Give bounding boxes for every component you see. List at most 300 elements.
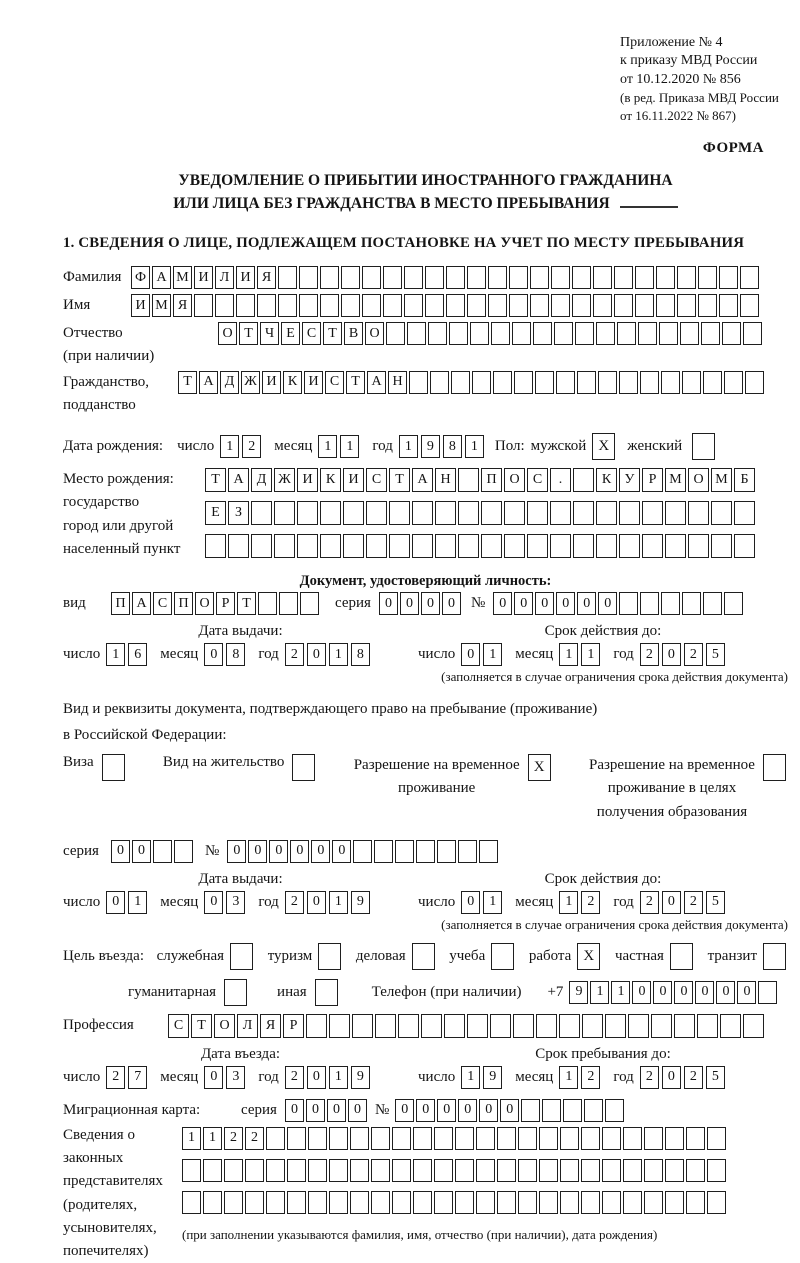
temp-residence-label: Разрешение на временное проживание: [353, 757, 520, 797]
appendix-line: от 10.12.2020 № 856: [620, 71, 741, 87]
residence-permit-option: [163, 754, 317, 781]
char-box: 0: [458, 1099, 477, 1122]
char-box: О: [218, 322, 237, 345]
char-box: [300, 592, 319, 615]
char-box: 9: [421, 435, 440, 458]
char-box: 0: [106, 891, 125, 914]
char-box: 0: [577, 592, 596, 615]
char-box: 3: [226, 891, 245, 914]
doc-number-label: №: [470, 594, 486, 611]
char-box: Ж: [274, 468, 295, 492]
char-box: Р: [216, 592, 235, 615]
char-box: [512, 322, 531, 345]
doc-series-label: серия: [335, 594, 371, 611]
temp-residence-option: [354, 754, 553, 801]
purpose-study: учеба: [449, 943, 516, 970]
representatives-label: Сведения о законных представителях (родителях, усыновителях, попечителях): [63, 1126, 163, 1260]
char-box: 0: [674, 981, 693, 1004]
char-box: [350, 1191, 369, 1214]
char-box: 0: [204, 891, 223, 914]
blank-line: [620, 194, 678, 208]
representatives-note: (при заполнении указываются фамилия, имя, отчество (при наличии), дата рождения): [182, 1226, 658, 1242]
char-box: 0: [400, 592, 419, 615]
char-box: [688, 501, 709, 525]
char-box: [371, 1191, 390, 1214]
char-box: А: [199, 371, 218, 394]
char-box: [203, 1159, 222, 1182]
char-box: [686, 1159, 705, 1182]
char-box: 0: [248, 840, 267, 863]
name-boxes: [131, 294, 761, 317]
char-box: [724, 592, 743, 615]
char-box: [251, 534, 272, 558]
profession-boxes: [168, 1014, 766, 1038]
char-box: [530, 294, 549, 317]
char-box: [428, 322, 447, 345]
char-box: [292, 754, 315, 781]
identity-doc-heading: Документ, удостоверяющий личность:: [299, 573, 552, 590]
char-box: 3: [226, 1066, 245, 1089]
char-box: 0: [514, 592, 533, 615]
char-box: 1: [465, 435, 484, 458]
char-box: [581, 1159, 600, 1182]
section1-heading: 1. СВЕДЕНИЯ О ЛИЦЕ, ПОДЛЕЖАЩЕМ ПОСТАНОВКЕ НА УЧЕТ ПО МЕСТУ ПРЕБЫВАНИЯ: [63, 235, 745, 252]
char-box: 0: [269, 840, 288, 863]
char-box: [230, 943, 253, 970]
char-box: К: [596, 468, 617, 492]
char-box: [320, 501, 341, 525]
char-box: [389, 501, 410, 525]
char-box: [661, 592, 680, 615]
char-box: [404, 266, 423, 289]
char-box: Т: [346, 371, 365, 394]
char-box: [308, 1191, 327, 1214]
char-box: 1: [106, 643, 125, 666]
entry-dates-row: [63, 1066, 788, 1089]
char-box: [224, 979, 247, 1006]
char-box: [315, 979, 338, 1006]
char-box: 9: [569, 981, 588, 1004]
char-box: [536, 1014, 557, 1038]
birthdate-row: [63, 433, 788, 460]
doc-valid-date: [418, 643, 788, 666]
char-box: [740, 294, 759, 317]
char-box: [479, 840, 498, 863]
char-box: Е: [281, 322, 300, 345]
char-box: [530, 266, 549, 289]
char-box: [449, 322, 468, 345]
char-box: [245, 1159, 264, 1182]
char-box: [686, 1127, 705, 1150]
entry-day-boxes: [106, 1066, 150, 1089]
char-box: [651, 1014, 672, 1038]
char-box: [635, 266, 654, 289]
char-box: [491, 943, 514, 970]
char-box: [707, 1159, 726, 1182]
char-box: Е: [205, 501, 226, 525]
migration-card-label: Миграционная карта:: [63, 1101, 201, 1118]
residence-dates-header: [63, 871, 788, 888]
char-box: М: [173, 266, 192, 289]
char-box: О: [365, 322, 384, 345]
char-box: [425, 266, 444, 289]
char-box: К: [283, 371, 302, 394]
char-box: [509, 294, 528, 317]
char-box: Т: [323, 322, 342, 345]
year-label: год: [613, 893, 634, 910]
char-box: [724, 371, 743, 394]
char-box: 2: [242, 435, 261, 458]
char-box: [602, 1191, 621, 1214]
char-box: 6: [128, 643, 147, 666]
char-box: 0: [500, 1099, 519, 1122]
char-box: [758, 981, 777, 1004]
char-box: [404, 294, 423, 317]
char-box: А: [152, 266, 171, 289]
char-box: 0: [132, 840, 151, 863]
year-label: год: [613, 645, 634, 662]
char-box: [674, 1014, 695, 1038]
char-box: [205, 534, 226, 558]
char-box: 9: [351, 891, 370, 914]
char-box: [392, 1127, 411, 1150]
char-box: [407, 322, 426, 345]
char-box: 2: [684, 643, 703, 666]
char-box: П: [174, 592, 193, 615]
char-box: 1: [318, 435, 337, 458]
char-box: 0: [290, 840, 309, 863]
char-box: [467, 1014, 488, 1038]
char-box: 0: [535, 592, 554, 615]
char-box: [644, 1127, 663, 1150]
char-box: 0: [662, 643, 681, 666]
char-box: 2: [285, 1066, 304, 1089]
char-box: Л: [237, 1014, 258, 1038]
purpose-other: иная: [277, 979, 340, 1006]
char-box: [617, 322, 636, 345]
mig-series-boxes: [285, 1099, 369, 1122]
char-box: [598, 371, 617, 394]
char-box: 0: [442, 592, 461, 615]
char-box: 0: [395, 1099, 414, 1122]
char-box: 1: [329, 643, 348, 666]
char-box: [350, 1127, 369, 1150]
year-label: год: [613, 1068, 634, 1085]
char-box: [374, 840, 393, 863]
char-box: И: [131, 294, 150, 317]
char-box: [228, 534, 249, 558]
stay-until-date: [418, 1066, 788, 1089]
char-box: [329, 1127, 348, 1150]
char-box: [665, 1127, 684, 1150]
char-box: 0: [662, 891, 681, 914]
char-box: [413, 1127, 432, 1150]
char-box: Д: [220, 371, 239, 394]
char-box: [686, 1191, 705, 1214]
char-box: [719, 266, 738, 289]
char-box: [602, 1127, 621, 1150]
char-box: .: [550, 468, 571, 492]
char-box: [682, 592, 701, 615]
char-box: [329, 1191, 348, 1214]
char-box: М: [711, 468, 732, 492]
char-box: Т: [239, 322, 258, 345]
birth-year-boxes: [399, 435, 487, 458]
char-box: [182, 1159, 201, 1182]
char-box: [619, 592, 638, 615]
char-box: О: [195, 592, 214, 615]
entry-date-label: Дата въезда:: [200, 1045, 281, 1062]
char-box: П: [111, 592, 130, 615]
doc-valid-month-boxes: [559, 643, 603, 666]
entry-date: [63, 1066, 418, 1089]
char-box: К: [320, 468, 341, 492]
char-box: [504, 501, 525, 525]
char-box: [642, 501, 663, 525]
char-box: Я: [257, 266, 276, 289]
char-box: 5: [706, 891, 725, 914]
char-box: [257, 294, 276, 317]
char-box: 0: [204, 1066, 223, 1089]
visa-label: Виза: [63, 754, 94, 771]
char-box: 0: [461, 891, 480, 914]
char-box: [582, 1014, 603, 1038]
char-box: [458, 840, 477, 863]
char-box: 0: [306, 1099, 325, 1122]
char-box: [635, 294, 654, 317]
month-label: месяц: [274, 437, 313, 454]
char-box: 2: [640, 1066, 659, 1089]
residence-series-row: [63, 840, 788, 863]
purpose-work: работа X: [529, 943, 603, 970]
char-box: [366, 534, 387, 558]
char-box: [395, 840, 414, 863]
char-box: [446, 294, 465, 317]
mig-number-boxes: [395, 1099, 626, 1122]
char-box: 1: [329, 1066, 348, 1089]
day-label: число: [418, 893, 456, 910]
char-box: З: [228, 501, 249, 525]
sex-label: Пол:: [494, 437, 525, 454]
char-box: [572, 266, 591, 289]
char-box: 8: [351, 643, 370, 666]
char-box: С: [527, 468, 548, 492]
char-box: 0: [437, 1099, 456, 1122]
char-box: [274, 501, 295, 525]
char-box: [455, 1159, 474, 1182]
char-box: [425, 294, 444, 317]
char-box: [560, 1127, 579, 1150]
citizenship-row: [63, 371, 788, 418]
char-box: [102, 754, 125, 781]
char-box: [215, 294, 234, 317]
stay-year-boxes: [640, 1066, 728, 1089]
residence-doc-line2: в Российской Федерации:: [63, 726, 227, 743]
char-box: Т: [389, 468, 410, 492]
char-box: 0: [348, 1099, 367, 1122]
char-box: [375, 1014, 396, 1038]
purpose-label: Цель въезда:: [63, 947, 144, 964]
birthplace-line1-boxes: [205, 468, 757, 492]
char-box: [279, 592, 298, 615]
char-box: [434, 1191, 453, 1214]
purpose-work-checkbox: [577, 943, 602, 970]
char-box: [527, 534, 548, 558]
char-box: [535, 371, 554, 394]
name-row: [63, 294, 788, 317]
char-box: [573, 534, 594, 558]
char-box: 1: [461, 1066, 480, 1089]
doc-issue-month-boxes: [204, 643, 248, 666]
char-box: [497, 1191, 516, 1214]
char-box: [308, 1127, 327, 1150]
char-box: [514, 371, 533, 394]
month-label: месяц: [160, 1068, 199, 1085]
char-box: [539, 1127, 558, 1150]
char-box: [740, 266, 759, 289]
mig-number-label: №: [374, 1101, 390, 1118]
residence-doc-options: [63, 754, 788, 824]
identity-dates-header: [63, 623, 788, 640]
char-box: [677, 266, 696, 289]
res-series-label: серия: [63, 842, 99, 859]
char-box: [251, 501, 272, 525]
day-label: число: [63, 893, 101, 910]
female-label: женский: [627, 437, 683, 454]
char-box: [719, 294, 738, 317]
char-box: 9: [351, 1066, 370, 1089]
char-box: [329, 1159, 348, 1182]
char-box: [320, 266, 339, 289]
surname-row: [63, 266, 788, 289]
char-box: 0: [311, 840, 330, 863]
char-box: [297, 501, 318, 525]
char-box: [665, 534, 686, 558]
char-box: 1: [203, 1127, 222, 1150]
char-box: [644, 1191, 663, 1214]
char-box: И: [262, 371, 281, 394]
purpose-row2: [63, 979, 788, 1006]
name-label: Имя: [63, 296, 91, 313]
char-box: 0: [227, 840, 246, 863]
mig-series-label: серия: [241, 1101, 277, 1118]
char-box: 0: [556, 592, 575, 615]
purpose-humanitarian-checkbox: [224, 979, 249, 1006]
char-box: [602, 1159, 621, 1182]
char-box: [623, 1159, 642, 1182]
char-box: [398, 1014, 419, 1038]
char-box: [488, 266, 507, 289]
phone-boxes: [569, 981, 779, 1004]
patronymic-row: [63, 322, 788, 369]
char-box: [455, 1191, 474, 1214]
month-label: месяц: [515, 893, 554, 910]
char-box: 9: [483, 1066, 502, 1089]
char-box: 0: [695, 981, 714, 1004]
char-box: Ф: [131, 266, 150, 289]
char-box: 2: [245, 1127, 264, 1150]
char-box: [389, 534, 410, 558]
citizenship-boxes: [178, 371, 766, 394]
purpose-official-checkbox: [230, 943, 255, 970]
char-box: [734, 501, 755, 525]
char-box: [559, 1014, 580, 1038]
appendix-line: к приказу МВД России: [620, 53, 758, 69]
purpose-humanitarian: гуманитарная: [128, 979, 249, 1006]
char-box: В: [344, 322, 363, 345]
char-box: [329, 1014, 350, 1038]
patronymic-label: Отчество (при наличии): [63, 325, 155, 365]
char-box: Н: [388, 371, 407, 394]
day-label: число: [418, 1068, 456, 1085]
char-box: [542, 1099, 561, 1122]
char-box: [711, 534, 732, 558]
char-box: [577, 371, 596, 394]
char-box: [573, 468, 594, 492]
char-box: У: [619, 468, 640, 492]
char-box: Р: [283, 1014, 304, 1038]
char-box: [518, 1159, 537, 1182]
char-box: [412, 534, 433, 558]
char-box: [444, 1014, 465, 1038]
residence-permit-label: Вид на жительство: [162, 754, 285, 771]
char-box: 1: [590, 981, 609, 1004]
doc-issue-year-boxes: [285, 643, 373, 666]
char-box: [581, 1127, 600, 1150]
month-label: месяц: [160, 893, 199, 910]
phone-label: Телефон (при наличии): [371, 983, 522, 1000]
char-box: [472, 371, 491, 394]
char-box: [266, 1159, 285, 1182]
char-box: И: [297, 468, 318, 492]
char-box: С: [302, 322, 321, 345]
temp-residence-education-label: Разрешение на временное проживание в целях получения образования: [588, 757, 755, 820]
char-box: [490, 1014, 511, 1038]
char-box: [638, 322, 657, 345]
representatives-row: [63, 1124, 788, 1263]
char-box: О: [688, 468, 709, 492]
char-box: [409, 371, 428, 394]
char-box: [194, 294, 213, 317]
stay-day-boxes: [461, 1066, 505, 1089]
char-box: [413, 1191, 432, 1214]
res-valid-date: [418, 891, 788, 914]
stay-until-label: Срок пребывания до:: [535, 1045, 671, 1062]
purpose-row: [63, 943, 788, 970]
char-box: [392, 1191, 411, 1214]
char-box: 1: [581, 643, 600, 666]
res-issue-month-boxes: [204, 891, 248, 914]
res-number-label: №: [205, 842, 220, 859]
representatives-line1-boxes: [182, 1127, 728, 1150]
char-box: [661, 371, 680, 394]
char-box: [458, 534, 479, 558]
char-box: [451, 371, 470, 394]
char-box: [352, 1014, 373, 1038]
female-checkbox: [692, 433, 717, 460]
char-box: [416, 840, 435, 863]
char-box: [556, 371, 575, 394]
char-box: [573, 501, 594, 525]
char-box: [707, 1127, 726, 1150]
doc-issue-label: Дата выдачи:: [198, 623, 283, 640]
char-box: С: [366, 468, 387, 492]
char-box: [527, 501, 548, 525]
year-label: год: [372, 437, 393, 454]
char-box: [458, 501, 479, 525]
char-box: [467, 266, 486, 289]
char-box: [455, 1127, 474, 1150]
